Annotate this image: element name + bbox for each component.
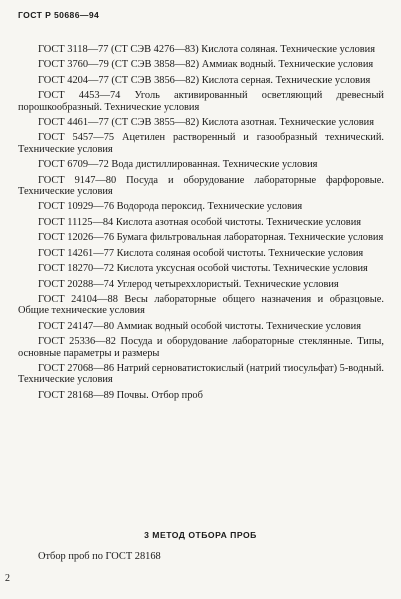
page-number: 2 xyxy=(5,573,10,584)
reference-entry: ГОСТ 3118—77 (СТ СЭВ 4276—83) Кислота соляная. Технические условия xyxy=(38,44,376,55)
reference-entry: ГОСТ 28168—89 Почвы. Отбор проб xyxy=(38,389,203,401)
reference-entry: ГОСТ 6709—72 Вода дистиллированная. Технические условия xyxy=(38,159,318,171)
section-body: Отбор проб по ГОСТ 28168 xyxy=(38,551,161,562)
reference-entry: ГОСТ 24147—80 Аммиак водный особой чистоты. Технические условия xyxy=(38,320,361,332)
reference-entry: ГОСТ 20288—74 Углерод четыреххлористый. Технические условия xyxy=(38,278,339,290)
reference-entry: ГОСТ 25336—82 Посуда и оборудование лабораторные стеклянные. Типы, основные параметры и размеры xyxy=(18,336,384,359)
reference-entry: ГОСТ 3760—79 (СТ СЭВ 3858—82) Аммиак водный. Технические условия xyxy=(38,59,374,71)
reference-entry: ГОСТ 24104—88 Весы лабораторные общего назначения и образцовые. Общие технические условия xyxy=(18,293,384,317)
reference-entry: ГОСТ 11125—84 Кислота азотная особой чистоты. Технические условия xyxy=(38,216,362,228)
references-list xyxy=(18,44,384,405)
section-title: 3 МЕТОД ОТБОРА ПРОБ xyxy=(144,530,257,540)
reference-entry: ГОСТ 14261—77 Кислота соляная особой чистоты. Технические условия xyxy=(38,247,364,259)
reference-entry: ГОСТ 4453—74 Уголь активированный осветляющий древесный порошкообразный. Технические условия xyxy=(18,90,384,113)
reference-entry: ГОСТ 10929—76 Водорода пероксид. Технические условия xyxy=(38,201,303,213)
reference-entry: ГОСТ 18270—72 Кислота уксусная особой чистоты. Технические условия xyxy=(38,263,368,275)
page-header: ГОСТ Р 50686—94 xyxy=(18,10,100,20)
reference-entry: ГОСТ 4204—77 (СТ СЭВ 3856—82) Кислота серная. Технические условия xyxy=(38,74,371,86)
reference-entry: ГОСТ 4461—77 (СТ СЭВ 3855—82) Кислота азотная. Технические условия xyxy=(38,117,375,129)
reference-entry: ГОСТ 27068—86 Натрий серноватистокислый (натрий тиосульфат) 5-водный. Технические условия xyxy=(18,362,384,386)
reference-entry: ГОСТ 9147—80 Посуда и оборудование лабораторные фарфоровые. Технические условия xyxy=(18,174,384,198)
reference-entry: ГОСТ 5457—75 Ацетилен растворенный и газообразный технический. Технические условия xyxy=(18,132,384,155)
reference-entry: ГОСТ 12026—76 Бумага фильтровальная лабораторная. Технические условия xyxy=(38,232,384,244)
